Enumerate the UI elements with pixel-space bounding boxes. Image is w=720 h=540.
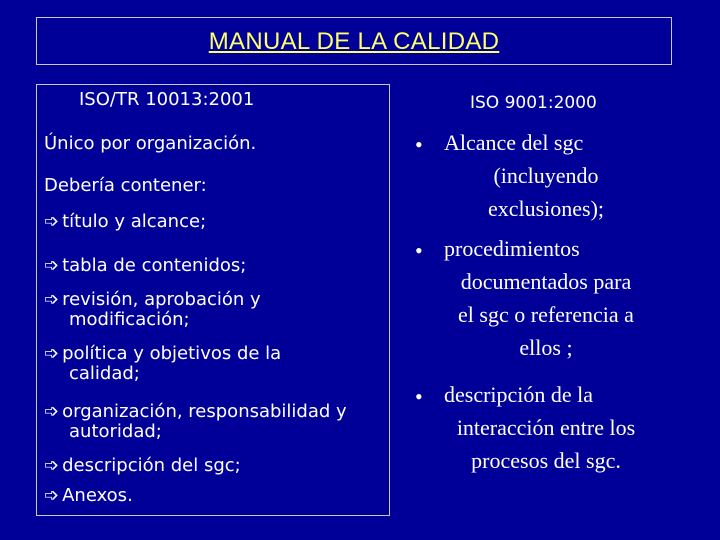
arrow-right-icon: ➩ <box>44 455 60 476</box>
bullet-line: exclusiones); <box>487 196 605 221</box>
left-line-1: Único por organización. <box>44 133 257 154</box>
right-bullet-1 <box>428 126 664 225</box>
right-heading: ISO 9001:2000 <box>470 93 597 113</box>
title-box <box>36 17 672 65</box>
bullet-line: el sgc o referencia a <box>458 302 634 327</box>
arrow-right-icon: ➩ <box>44 485 60 506</box>
arrow-right-icon: ➩ <box>44 255 60 276</box>
list-item-text: revisión, aprobación y <box>62 289 261 310</box>
bullet-line: interacción entre los <box>456 415 636 440</box>
arrow-right-icon: ➩ <box>44 289 60 310</box>
arrow-right-icon: ➩ <box>44 211 60 232</box>
list-item-text: título y alcance; <box>62 211 207 232</box>
list-item-text: Anexos. <box>62 485 133 506</box>
right-bullet-3 <box>428 378 664 477</box>
arrow-right-icon: ➩ <box>44 343 60 364</box>
bullet-line: (incluyendo <box>493 163 599 188</box>
bullet-line: ellos ; <box>519 335 573 360</box>
bullet-icon: • <box>415 384 423 409</box>
list-item <box>44 402 347 422</box>
bullet-line: descripción de la <box>444 382 594 407</box>
left-heading: ISO/TR 10013:2001 <box>79 89 255 110</box>
list-item-continuation: modificación; <box>69 309 190 330</box>
list-item-text: política y objetivos de la <box>62 343 282 364</box>
bullet-line: documentados para <box>460 269 632 294</box>
bullet-line: procedimientos <box>444 236 580 261</box>
bullet-line: Alcance del sgc <box>444 130 584 155</box>
list-item <box>44 456 241 476</box>
list-item <box>44 344 281 364</box>
list-item-text: tabla de contenidos; <box>62 255 247 276</box>
list-item <box>44 290 261 310</box>
bullet-line: procesos del sgc. <box>471 448 621 473</box>
page-title: MANUAL DE LA CALIDAD <box>208 28 500 55</box>
list-item-text: organización, responsabilidad y <box>62 401 347 422</box>
list-item <box>44 212 206 232</box>
right-bullet-2 <box>428 232 664 364</box>
bullet-icon: • <box>415 238 423 263</box>
list-item-text: descripción del sgc; <box>62 455 241 476</box>
list-item-continuation: autoridad; <box>69 421 162 442</box>
list-item <box>44 256 246 276</box>
bullet-icon: • <box>415 132 423 157</box>
arrow-right-icon: ➩ <box>44 401 60 422</box>
left-line-2: Debería contener: <box>44 175 207 196</box>
list-item <box>44 486 133 506</box>
list-item-continuation: calidad; <box>69 363 140 384</box>
